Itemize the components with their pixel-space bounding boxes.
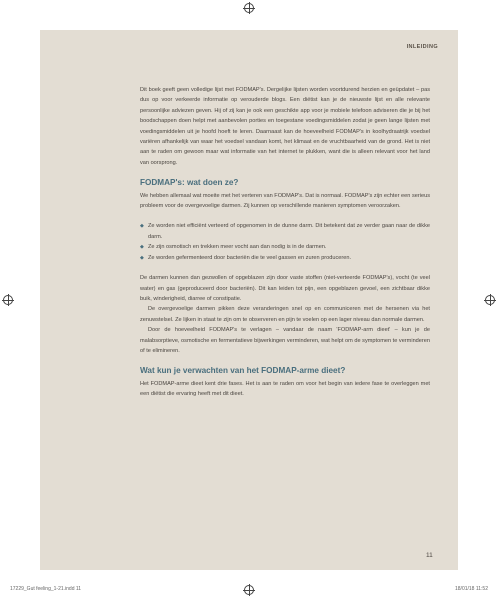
paragraph: We hebben allemaal wat moeite met het verteren van FODMAP's. Dat is normaal. FODMAP's zijn echter een serieus probleem voor de overgevoelige darmen. Zij kunnen op verschillende manieren symptomen veroorzaken.	[140, 192, 430, 210]
section-heading-fodmaps: FODMAP's: wat doen ze?	[140, 178, 239, 188]
list-item: ◆ Ze worden niet efficiënt verteerd of opgenomen in de dunne darm. Dit betekent dat ze verder gaan naar de dikke darm.	[140, 223, 430, 240]
print-slug-date: 18/01/18 11:52	[455, 586, 488, 592]
list-item: ◆ Ze zijn osmotisch en trekken meer vocht aan dan nodig is in de darmen.	[140, 242, 430, 252]
intro-paragraph: Dit boek geeft geen volledige lijst met FODMAP's. Dergelijke lijsten worden voortdurend herzien en geüpdatet – pas dus op voor verkeerde informatie op verouderde blogs. Een diëtist kan je de nieuwste lijst en alle relevante persoonlijke adviezen geven. Hij of zij kan je ook een geschikte app voor je mobiele telefoon adviseren die je bij het boodschappen doen helpt met aanbevolen porties en toegestane voedingsmiddelen zodat je geen lange lijsten met voedingsmiddelen uit je hoofd hoeft te leren. Daarnaast kan de hoeveelheid FODMAP's in koolhydraatrijk voedsel variëren afhankelijk van waar het voedsel vandaan komt, het klimaat en de vruchtbaarheid van de grond. Het is niet aan te raden om gewoon maar wat informatie van het internet te plukken, want die is alleen relevant voor het land van oorsprong.	[140, 87, 430, 166]
bullet-icon: ◆	[140, 223, 144, 230]
crop-mark-bottom-icon	[244, 585, 254, 595]
page-number: 11	[426, 552, 433, 559]
bullet-icon: ◆	[140, 254, 144, 261]
section-heading-expectations: Wat kun je verwachten van het FODMAP-arme dieet?	[140, 366, 346, 376]
bullet-icon: ◆	[140, 244, 144, 251]
paragraph: De overgevoelige darmen pikken deze veranderingen snel op en communiceren met de hersenen via het zenuwstelsel. Ze lijken in staat te zijn om te observeren en pijn te voelen op een lager niveau dan normale darmen.	[140, 306, 430, 323]
crop-mark-top-icon	[244, 3, 254, 13]
paragraph: Door de hoeveelheid FODMAP's te verlagen – vandaar de naam 'FODMAP-arm dieet' – kun je de malabsorptieve, osmotische en fermentatieve bijwerkingen verminderen, wat helpt om de symptomen te verminderen of te elimineren.	[140, 327, 430, 354]
book-page	[40, 30, 458, 570]
symptom-cause-list	[140, 221, 430, 263]
crop-mark-right-icon	[485, 295, 495, 305]
paragraph: De darmen kunnen dan gezwollen of opgeblazen zijn door vaste stoffen (niet-verteerde FODMAP's), vocht (te veel water) en gas (geproduceerd door bacteriën). Dit kan leiden tot pijn, een opgeblazen gevoel, een zichtbaar dikke buik, winderigheid, diarree of constipatie.	[140, 275, 430, 302]
list-item: ◆ Ze worden gefermenteerd door bacteriën die te veel gassen en zuren produceren.	[140, 253, 430, 263]
print-slug-file: 17229_Gut feeling_1-21.indd 11	[10, 586, 82, 592]
crop-mark-left-icon	[3, 295, 13, 305]
paragraph: Het FODMAP-arme dieet kent drie fases. Het is aan te raden om voor het begin van iedere fase te overleggen met een diëtist die ervaring heeft met dit dieet.	[140, 380, 430, 398]
page-content	[140, 85, 430, 400]
running-header: INLEIDING	[406, 44, 438, 50]
